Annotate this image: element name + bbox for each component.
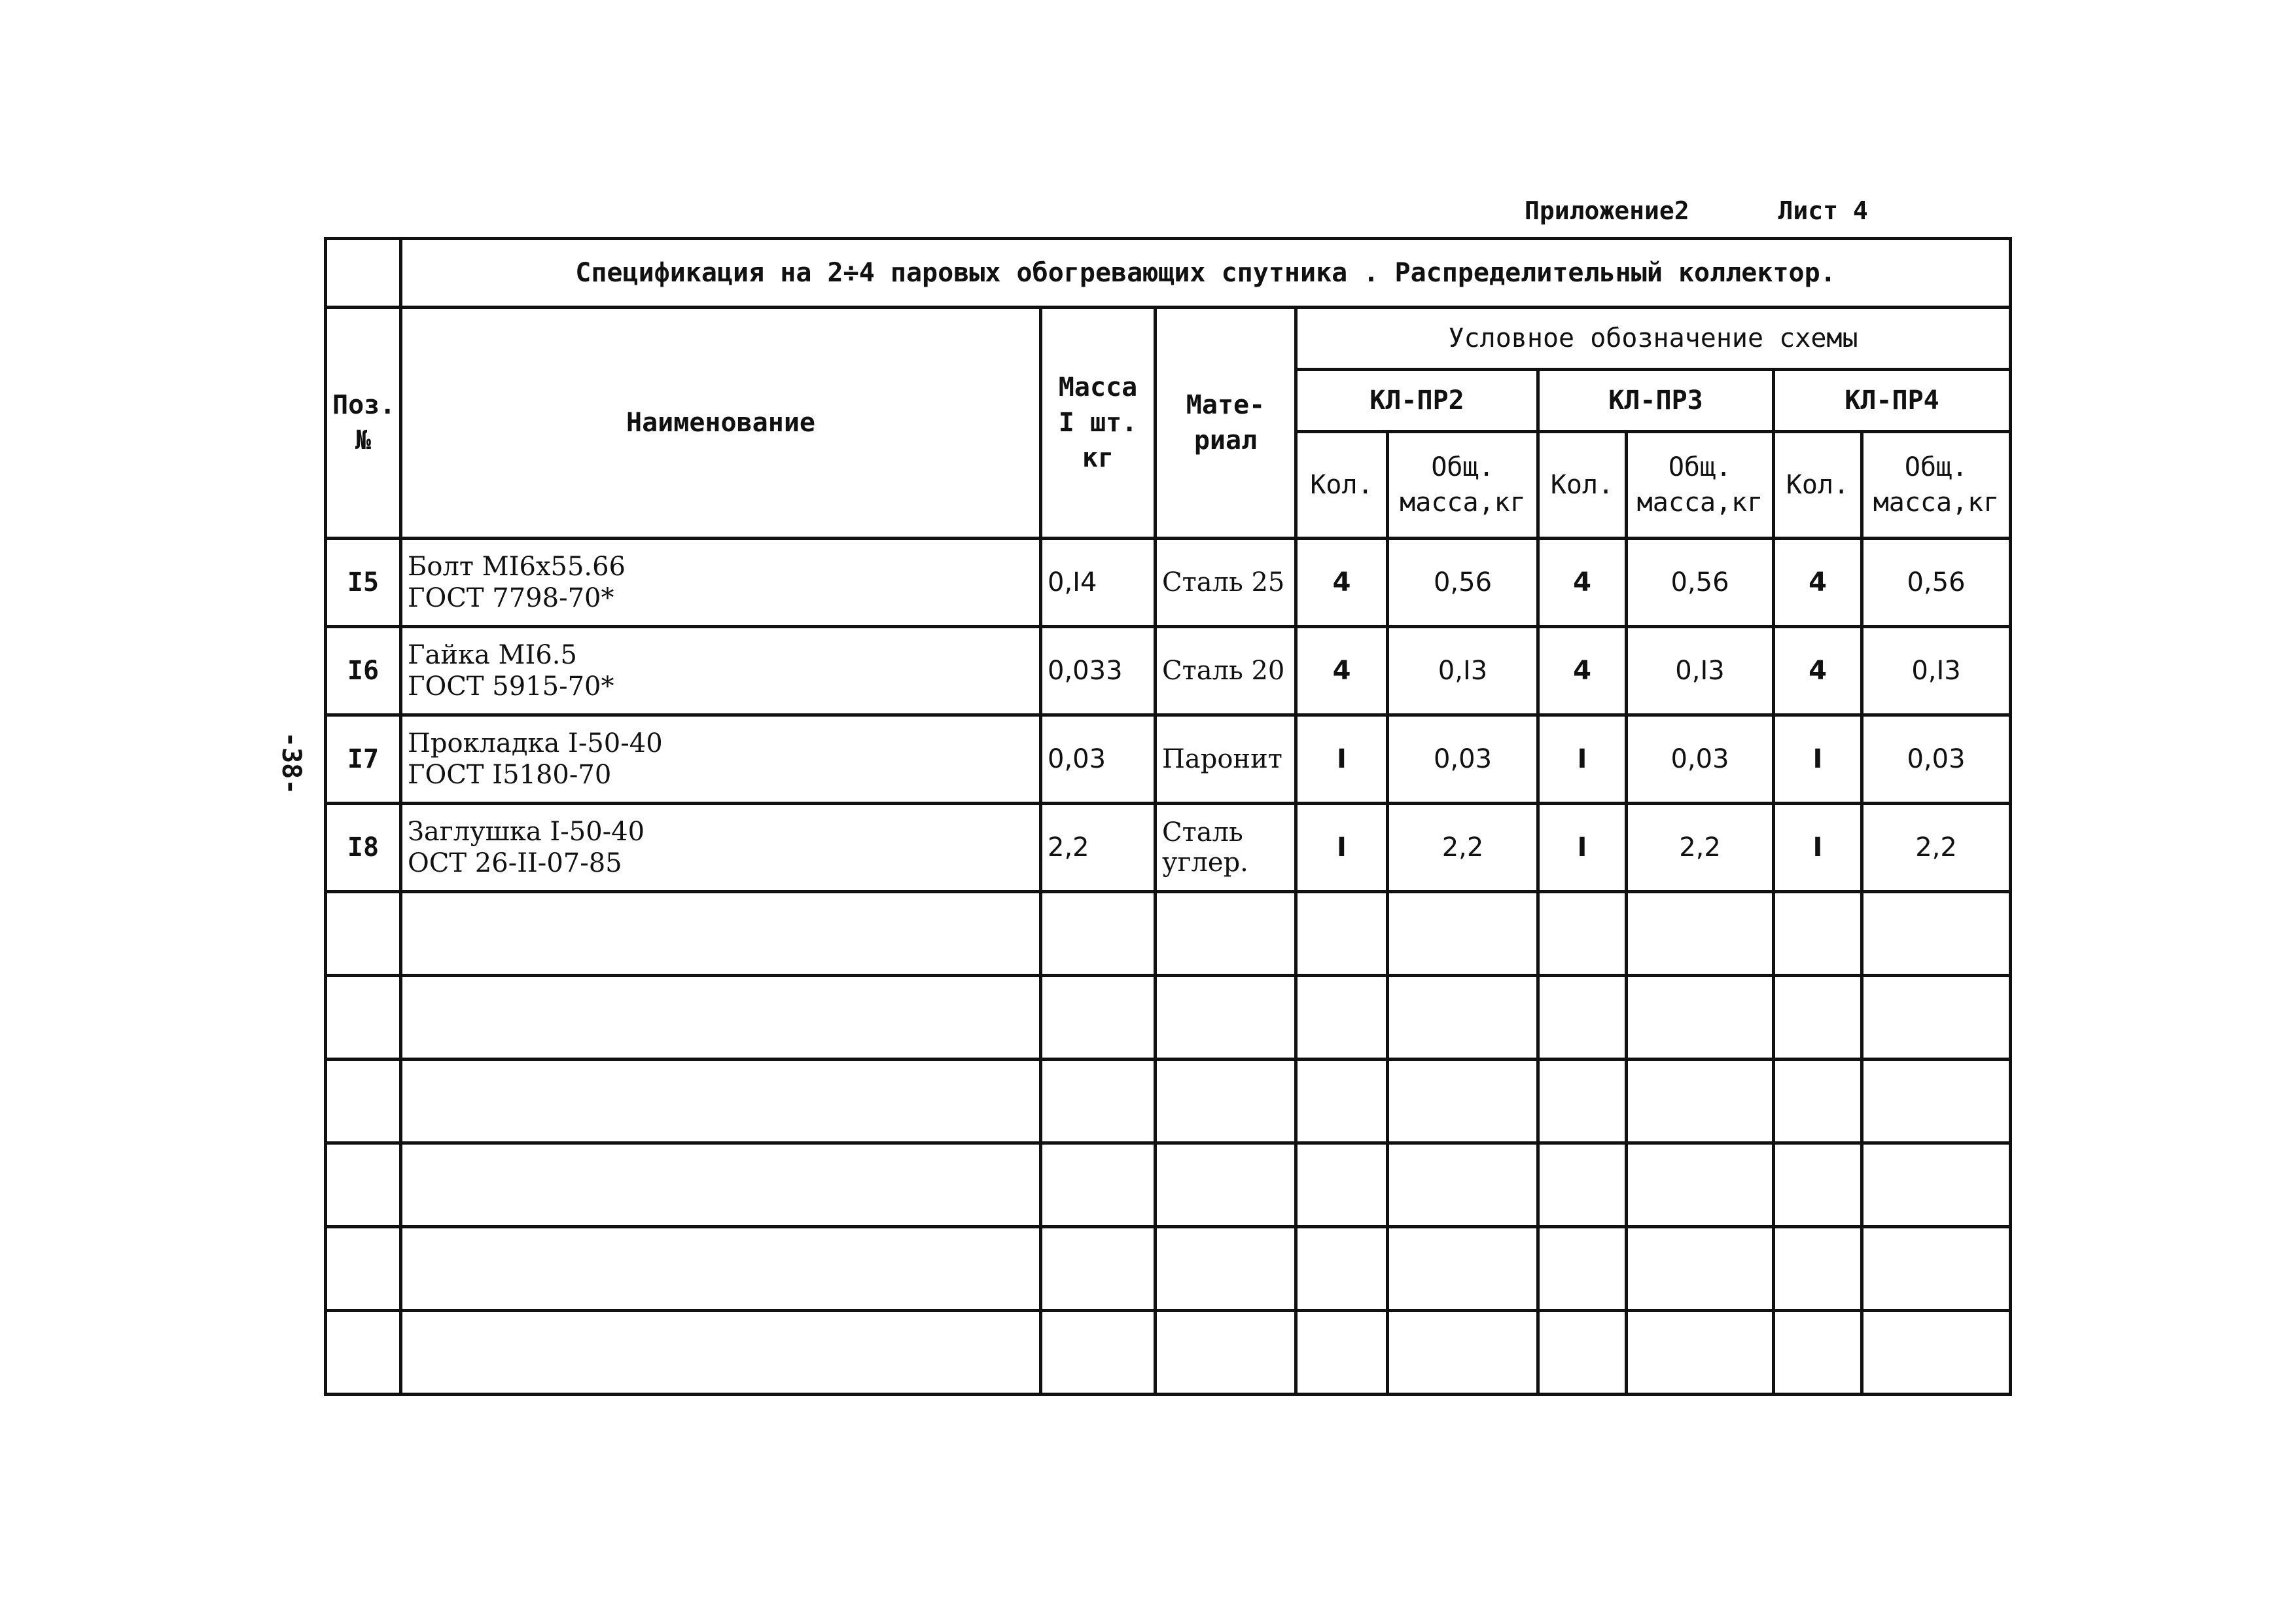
header-row-1 — [326, 308, 2011, 370]
material-cell — [1156, 804, 1296, 892]
empty-cell — [1296, 1227, 1388, 1311]
empty-row — [326, 976, 2011, 1060]
empty-cell — [1388, 1143, 1538, 1227]
col-header-name: Наименование — [401, 308, 1041, 539]
empty-cell — [1388, 1227, 1538, 1311]
empty-row — [326, 1143, 2011, 1227]
empty-row — [326, 1227, 2011, 1311]
empty-cell — [1041, 1311, 1156, 1395]
mass-header-line1: Масса — [1058, 372, 1138, 402]
material-line1: Сталь — [1162, 817, 1243, 847]
item-name: Болт МI6х55.66 — [408, 552, 626, 582]
specification-table — [324, 237, 2012, 1396]
qty-header: Кол. — [1774, 432, 1862, 539]
empty-cell — [1862, 892, 2011, 976]
scheme-header-kl-pr4: КЛ-ПР4 — [1774, 370, 2011, 432]
empty-cell — [1774, 976, 1862, 1060]
empty-cell — [1538, 1143, 1627, 1227]
sheet-header — [1525, 196, 1891, 236]
empty-cell — [1041, 976, 1156, 1060]
material-header-line2: риал — [1193, 425, 1258, 455]
qty-cell: 4 — [1538, 627, 1627, 715]
total-mass-header-line1: Общ. — [1904, 452, 1968, 482]
total-mass-cell: 2,2 — [1627, 804, 1774, 892]
total-mass-header-line1: Общ. — [1431, 452, 1494, 482]
scheme-header-kl-pr3: КЛ-ПР3 — [1538, 370, 1774, 432]
total-mass-cell: 2,2 — [1388, 804, 1538, 892]
mass-header-line2: I шт. — [1058, 408, 1138, 438]
empty-cell — [1774, 892, 1862, 976]
scheme-group-header: Условное обозначение схемы — [1296, 308, 2011, 370]
pos-cell: I7 — [326, 715, 401, 804]
qty-cell: I — [1296, 715, 1388, 804]
empty-cell — [401, 1143, 1041, 1227]
sheet-label: Лист 4 — [1778, 196, 1868, 225]
empty-cell — [1388, 1060, 1538, 1143]
total-mass-cell: 0,56 — [1862, 539, 2011, 627]
empty-cell — [1296, 892, 1388, 976]
empty-cell — [1388, 892, 1538, 976]
table-row — [326, 627, 2011, 715]
empty-cell — [1156, 1311, 1296, 1395]
empty-cell — [1627, 1311, 1774, 1395]
empty-cell — [1627, 1143, 1774, 1227]
total-mass-header-line1: Общ. — [1668, 452, 1732, 482]
empty-cell — [1862, 1143, 2011, 1227]
qty-cell: I — [1538, 715, 1627, 804]
item-name: Прокладка I-50-40 — [408, 728, 663, 758]
empty-cell — [326, 976, 401, 1060]
empty-cell — [401, 892, 1041, 976]
item-standard: ГОСТ 5915-70* — [408, 671, 614, 702]
empty-row — [326, 1060, 2011, 1143]
empty-cell — [1627, 1060, 1774, 1143]
name-cell — [401, 804, 1041, 892]
empty-cell — [1627, 976, 1774, 1060]
qty-cell: 4 — [1774, 539, 1862, 627]
empty-cell — [1538, 976, 1627, 1060]
empty-cell — [326, 892, 401, 976]
empty-row — [326, 892, 2011, 976]
empty-cell — [326, 1143, 401, 1227]
empty-cell — [1296, 1311, 1388, 1395]
title-corner-cell — [326, 239, 401, 308]
empty-cell — [326, 1060, 401, 1143]
empty-cell — [1388, 976, 1538, 1060]
material-line1: Сталь 20 — [1162, 656, 1285, 686]
empty-cell — [401, 1060, 1041, 1143]
material-line1: Паронит — [1162, 744, 1282, 774]
qty-cell: I — [1774, 715, 1862, 804]
empty-cell — [1296, 1060, 1388, 1143]
empty-cell — [1774, 1143, 1862, 1227]
empty-cell — [1538, 1060, 1627, 1143]
table-row — [326, 539, 2011, 627]
title-row — [326, 239, 2011, 308]
empty-cell — [1538, 1311, 1627, 1395]
empty-cell — [1862, 1060, 2011, 1143]
empty-cell — [1774, 1311, 1862, 1395]
appendix-label: Приложение2 — [1525, 196, 1689, 225]
qty-cell: 4 — [1296, 539, 1388, 627]
total-mass-cell: 0,56 — [1627, 539, 1774, 627]
empty-cell — [1156, 1143, 1296, 1227]
empty-cell — [1538, 1227, 1627, 1311]
empty-cell — [1156, 1227, 1296, 1311]
empty-cell — [401, 976, 1041, 1060]
scheme-header-kl-pr2: КЛ-ПР2 — [1296, 370, 1538, 432]
total-mass-cell: 2,2 — [1862, 804, 2011, 892]
empty-cell — [326, 1227, 401, 1311]
total-mass-header — [1388, 432, 1538, 539]
qty-cell: 4 — [1296, 627, 1388, 715]
empty-cell — [1041, 892, 1156, 976]
qty-cell: 4 — [1774, 627, 1862, 715]
qty-cell: I — [1538, 804, 1627, 892]
pos-cell: I5 — [326, 539, 401, 627]
material-cell — [1156, 539, 1296, 627]
total-mass-header-line2: масса,кг — [1400, 488, 1526, 518]
col-header-material — [1156, 308, 1296, 539]
empty-cell — [1627, 892, 1774, 976]
empty-cell — [1041, 1227, 1156, 1311]
material-line2: углер. — [1162, 847, 1248, 878]
empty-cell — [1156, 892, 1296, 976]
total-mass-cell: 0,I3 — [1627, 627, 1774, 715]
empty-cell — [1156, 976, 1296, 1060]
pos-cell: I8 — [326, 804, 401, 892]
pos-cell: I6 — [326, 627, 401, 715]
empty-row — [326, 1311, 2011, 1395]
empty-cell — [1156, 1060, 1296, 1143]
total-mass-cell: 0,56 — [1388, 539, 1538, 627]
total-mass-cell: 0,I3 — [1862, 627, 2011, 715]
col-header-mass — [1041, 308, 1156, 539]
material-cell — [1156, 715, 1296, 804]
empty-cell — [1862, 1311, 2011, 1395]
empty-cell — [1388, 1311, 1538, 1395]
total-mass-cell: 0,I3 — [1388, 627, 1538, 715]
item-standard: ГОСТ 7798-70* — [408, 583, 614, 613]
empty-cell — [1538, 892, 1627, 976]
material-line1: Сталь 25 — [1162, 567, 1285, 597]
empty-cell — [1862, 1227, 2011, 1311]
total-mass-cell: 0,03 — [1862, 715, 2011, 804]
table-title: Спецификация на 2÷4 паровых обогревающих спутника . Распределительный коллектор. — [401, 239, 2011, 308]
item-name: Заглушка I-50-40 — [408, 817, 645, 847]
material-header-line1: Мате- — [1186, 390, 1265, 420]
col-header-pos: Поз. № — [326, 308, 401, 539]
total-mass-header — [1627, 432, 1774, 539]
table-row — [326, 715, 2011, 804]
qty-cell: I — [1296, 804, 1388, 892]
item-name: Гайка МI6.5 — [408, 640, 577, 670]
empty-cell — [1296, 976, 1388, 1060]
empty-cell — [1774, 1060, 1862, 1143]
page-number: -38- — [276, 732, 306, 795]
total-mass-cell: 0,03 — [1388, 715, 1538, 804]
empty-cell — [326, 1311, 401, 1395]
item-standard: ГОСТ I5180-70 — [408, 760, 612, 790]
total-mass-header — [1862, 432, 2011, 539]
total-mass-cell: 0,03 — [1627, 715, 1774, 804]
empty-cell — [401, 1227, 1041, 1311]
qty-cell: 4 — [1538, 539, 1627, 627]
mass-cell: 2,2 — [1041, 804, 1156, 892]
empty-cell — [1862, 976, 2011, 1060]
name-cell — [401, 715, 1041, 804]
qty-cell: I — [1774, 804, 1862, 892]
empty-cell — [1774, 1227, 1862, 1311]
empty-cell — [401, 1311, 1041, 1395]
item-standard: ОСТ 26-II-07-85 — [408, 848, 622, 878]
mass-cell: 0,033 — [1041, 627, 1156, 715]
qty-header: Кол. — [1296, 432, 1388, 539]
mass-cell: 0,03 — [1041, 715, 1156, 804]
total-mass-header-line2: масса,кг — [1636, 488, 1763, 518]
material-cell — [1156, 627, 1296, 715]
empty-cell — [1296, 1143, 1388, 1227]
table-body — [326, 539, 2011, 1395]
name-cell — [401, 627, 1041, 715]
name-cell — [401, 539, 1041, 627]
table-row — [326, 804, 2011, 892]
mass-cell: 0,I4 — [1041, 539, 1156, 627]
total-mass-header-line2: масса,кг — [1873, 488, 2000, 518]
qty-header: Кол. — [1538, 432, 1627, 539]
empty-cell — [1041, 1143, 1156, 1227]
empty-cell — [1627, 1227, 1774, 1311]
mass-header-line3: кг — [1082, 443, 1114, 473]
empty-cell — [1041, 1060, 1156, 1143]
